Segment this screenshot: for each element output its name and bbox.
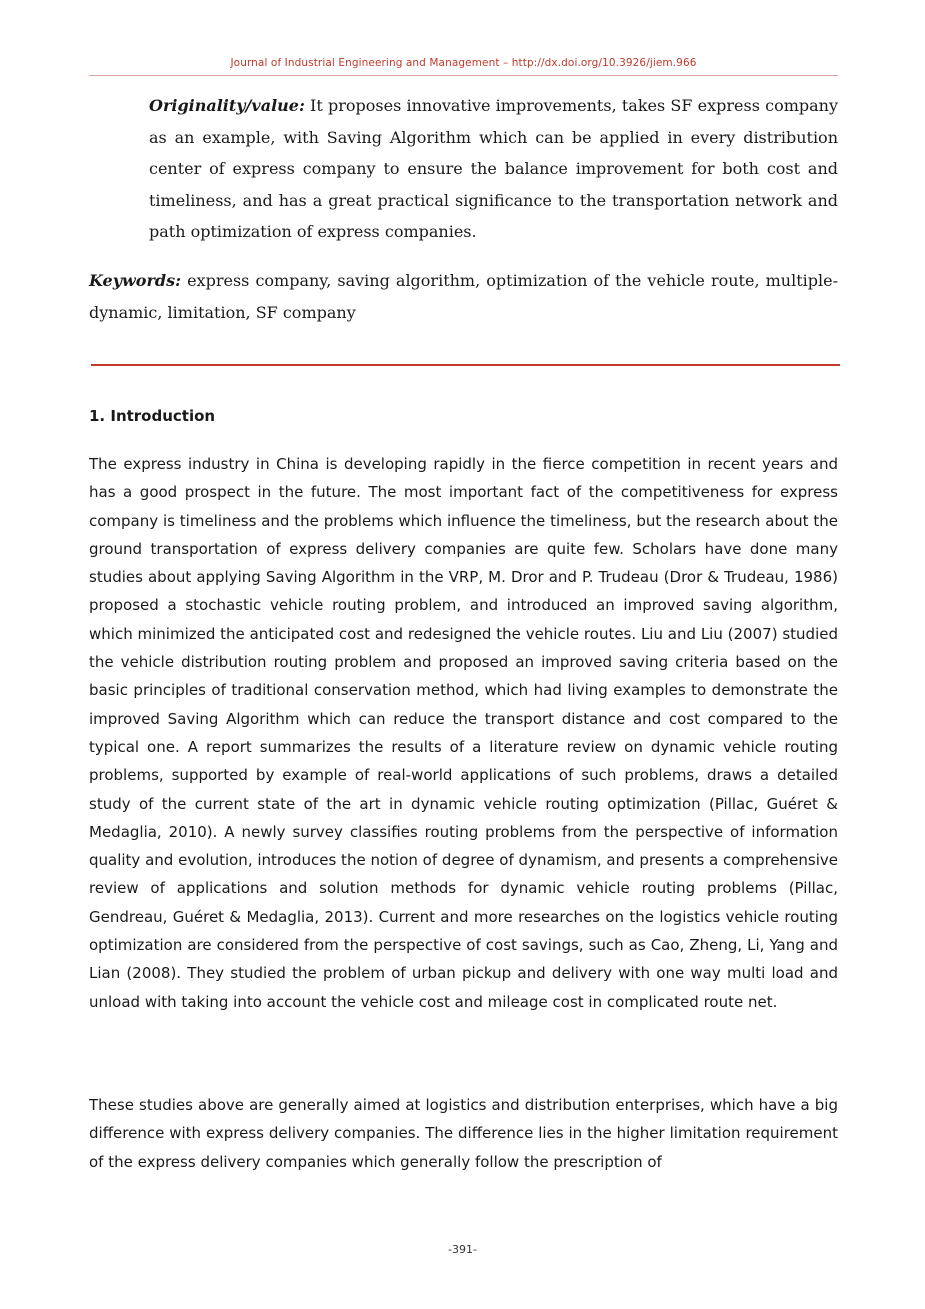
introduction-paragraph-2: These studies above are generally aimed at logistics and distribution enterprises, which have a big difference with express delivery companies. The difference lies in the higher limitation requirement of the express delivery companies which generally follow the prescription of — [89, 1096, 838, 1171]
keywords-text: express company, saving algorithm, optimization of the vehicle route, multiple-dynamic, limitation, SF company — [89, 271, 838, 322]
running-header: Journal of Industrial Engineering and Management – http://dx.doi.org/10.3926/jiem.966 — [230, 57, 697, 69]
originality-text: It proposes innovative improvements, takes SF express company as an example, with Saving Algorithm which can be applied in every distribution center of express company to ensure the balance improvement for both cost and timeliness, and has a great practical significance to the transportation network and path optimization of express companies. — [149, 96, 838, 241]
page-number: -391- — [448, 1243, 477, 1256]
keywords-label: Keywords: — [89, 271, 182, 290]
originality-label: Originality/value: — [149, 96, 305, 115]
introduction-paragraph-1: The express industry in China is developing rapidly in the fierce competition in recent years and has a good prospect in the future. The most important fact of the competitiveness for express company is timeliness and the problems which influence the timeliness, but the research about the ground transportation of express delivery companies are quite few. Scholars have done many studies about applying Saving Algorithm in the VRP, M. Dror and P. Trudeau (Dror & Trudeau, 1986) proposed a stochastic vehicle routing problem, and introduced an improved saving algorithm, which minimized the anticipated cost and redesigned the vehicle routes. Liu and Liu (2007) studied the vehicle distribution routing problem and proposed an improved saving criteria based on the basic principles of traditional conservation method, which had living examples to demonstrate the improved Saving Algorithm which can reduce the transport distance and cost compared to the typical one. A report summarizes the results of a literature review on dynamic vehicle routing problems, supported by example of real-world applications of such problems, draws a detailed study of the current state of the art in dynamic vehicle routing optimization (Pillac, Guéret & Medaglia, 2010). A newly survey classifies routing problems from the perspective of information quality and evolution, introduces the notion of degree of dynamism, and presents a comprehensive review of applications and solution methods for dynamic vehicle routing problems (Pillac, Gendreau, Guéret & Medaglia, 2013). Current and more researches on the logistics vehicle routing optimization are considered from the perspective of cost savings, such as Cao, Zheng, Li, Yang and Lian (2008). They studied the problem of urban pickup and delivery with one way multi load and unload with taking into account the vehicle cost and mileage cost in complicated route net. — [89, 455, 838, 1011]
section-divider — [91, 364, 840, 366]
originality-paragraph — [149, 90, 838, 248]
header-divider — [89, 75, 838, 76]
section-heading: 1. Introduction — [89, 407, 216, 425]
keywords-paragraph — [89, 265, 838, 328]
